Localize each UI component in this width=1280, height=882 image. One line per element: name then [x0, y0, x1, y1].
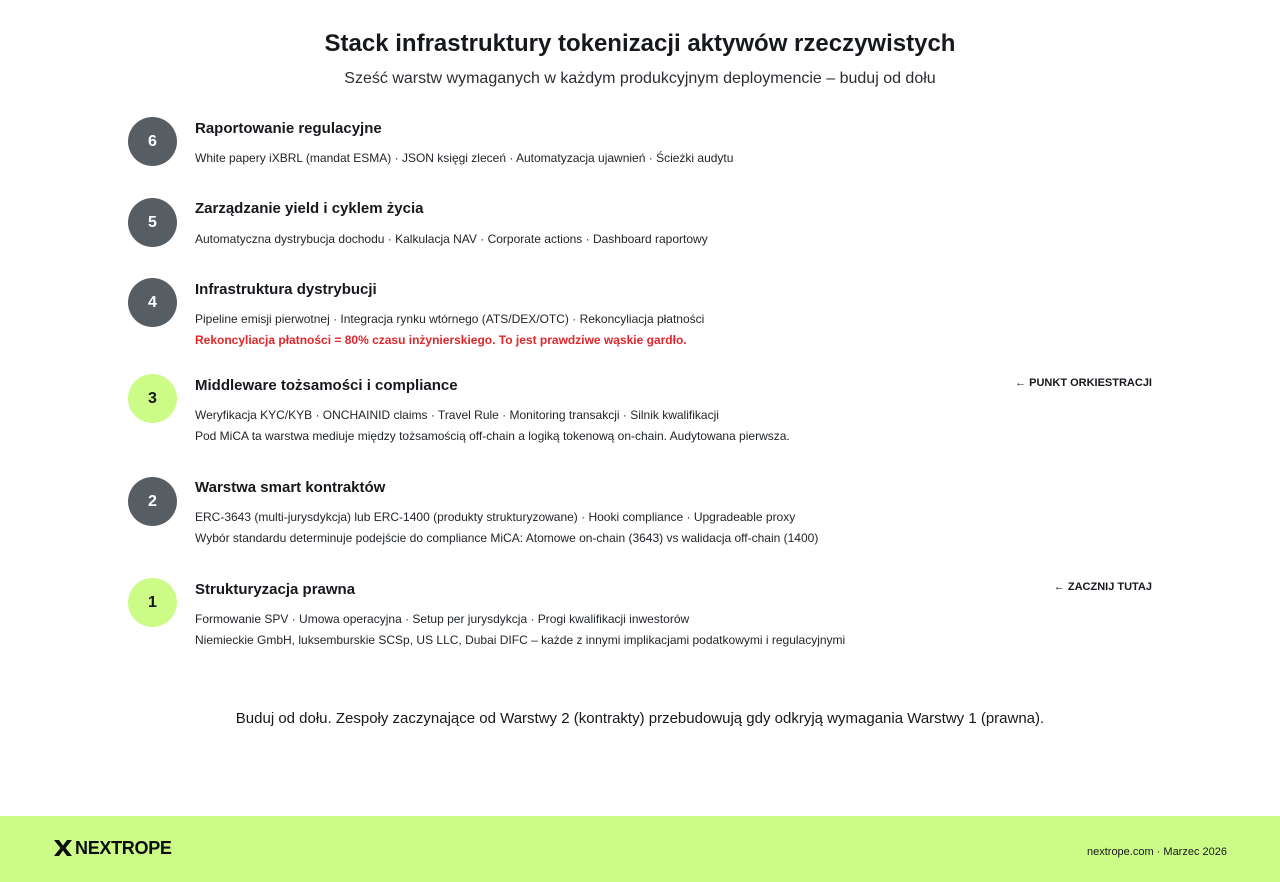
logo-wordmark: NEXTROPE	[75, 837, 172, 858]
page-subtitle: Sześć warstw wymaganych w każdym produkcyjnym deploymencie – buduj od dołu	[344, 70, 936, 87]
page-title: Stack infrastruktury tokenizacji aktywów rzeczywistych	[324, 30, 956, 57]
layer-description: White papery iXBRL (mandat ESMA) · JSON księgi zleceń · Automatyzacja ujawnień · Ścieżki audytu	[195, 151, 734, 165]
closing-statement: Buduj od dołu. Zespoły zaczynające od Warstwy 2 (kontrakty) przebudowują gdy odkryją wymagania Warstwy 1 (prawna).	[235, 710, 1045, 727]
layer-number-badge: 3	[128, 374, 177, 423]
layer-note: Niemieckie GmbH, luksemburskie SCSp, US LLC, Dubai DIFC – każde z innymi implikacjami podatkowymi i regulacyjnymi	[195, 633, 846, 647]
orchestration-point-tag: ← PUNKT ORKIESTRACJI	[1015, 377, 1152, 389]
layer-description: Formowanie SPV · Umowa operacyjna · Setup per jurysdykcja · Progi kwalifikacji inwestorów	[195, 612, 690, 626]
layer-number-badge: 2	[128, 477, 177, 526]
footer-meta: nextrope.com · Marzec 2026	[1086, 846, 1227, 858]
layer-description: ERC-3643 (multi-jurysdykcja) lub ERC-1400 (produkty strukturyzowane) · Hooki compliance · Upgradeable proxy	[195, 510, 796, 524]
layer-2	[128, 477, 1152, 549]
layer-description: Pipeline emisji pierwotnej · Integracja rynku wtórnego (ATS/DEX/OTC) · Rekoncyliacja płatności	[195, 312, 705, 326]
layer-3	[128, 374, 1152, 446]
layer-title: Warstwa smart kontraktów	[195, 479, 386, 496]
layer-title: Infrastruktura dystrybucji	[195, 281, 377, 298]
layer-6	[128, 117, 1152, 167]
layer-number-badge: 1	[128, 578, 177, 627]
layer-note: Wybór standardu determinuje podejście do compliance MiCA: Atomowe on-chain (3643) vs walidacja off-chain (1400)	[195, 531, 819, 545]
footer	[0, 816, 1280, 882]
start-here-tag: ← ZACZNIJ TUTAJ	[1053, 581, 1152, 593]
layer-title: Middleware tożsamości i compliance	[195, 377, 458, 394]
layer-title: Raportowanie regulacyjne	[195, 120, 382, 137]
layer-description: Weryfikacja KYC/KYB · ONCHAINID claims · Travel Rule · Monitoring transakcji · Silnik kwalifikacji	[195, 408, 719, 422]
layer-number-badge: 6	[128, 117, 177, 166]
layer-title: Strukturyzacja prawna	[195, 581, 356, 598]
layer-number-badge: 4	[128, 278, 177, 327]
layer-5	[128, 198, 1152, 248]
layer-number-badge: 5	[128, 198, 177, 247]
nextrope-logo	[53, 838, 172, 858]
nextrope-x-icon	[53, 839, 73, 857]
layer-4	[128, 278, 1152, 350]
layer-note: Pod MiCA ta warstwa mediuje między tożsamością off-chain a logiką tokenową on-chain. Audytowana pierwsza.	[195, 429, 790, 443]
layer-title: Zarządzanie yield i cyklem życia	[195, 200, 424, 217]
layer-description: Automatyczna dystrybucja dochodu · Kalkulacja NAV · Corporate actions · Dashboard raportowy	[195, 232, 708, 246]
layer-alert-note: Rekoncyliacja płatności = 80% czasu inżynierskiego. To jest prawdziwe wąskie gardło.	[195, 333, 687, 347]
layer-1	[128, 578, 1152, 650]
